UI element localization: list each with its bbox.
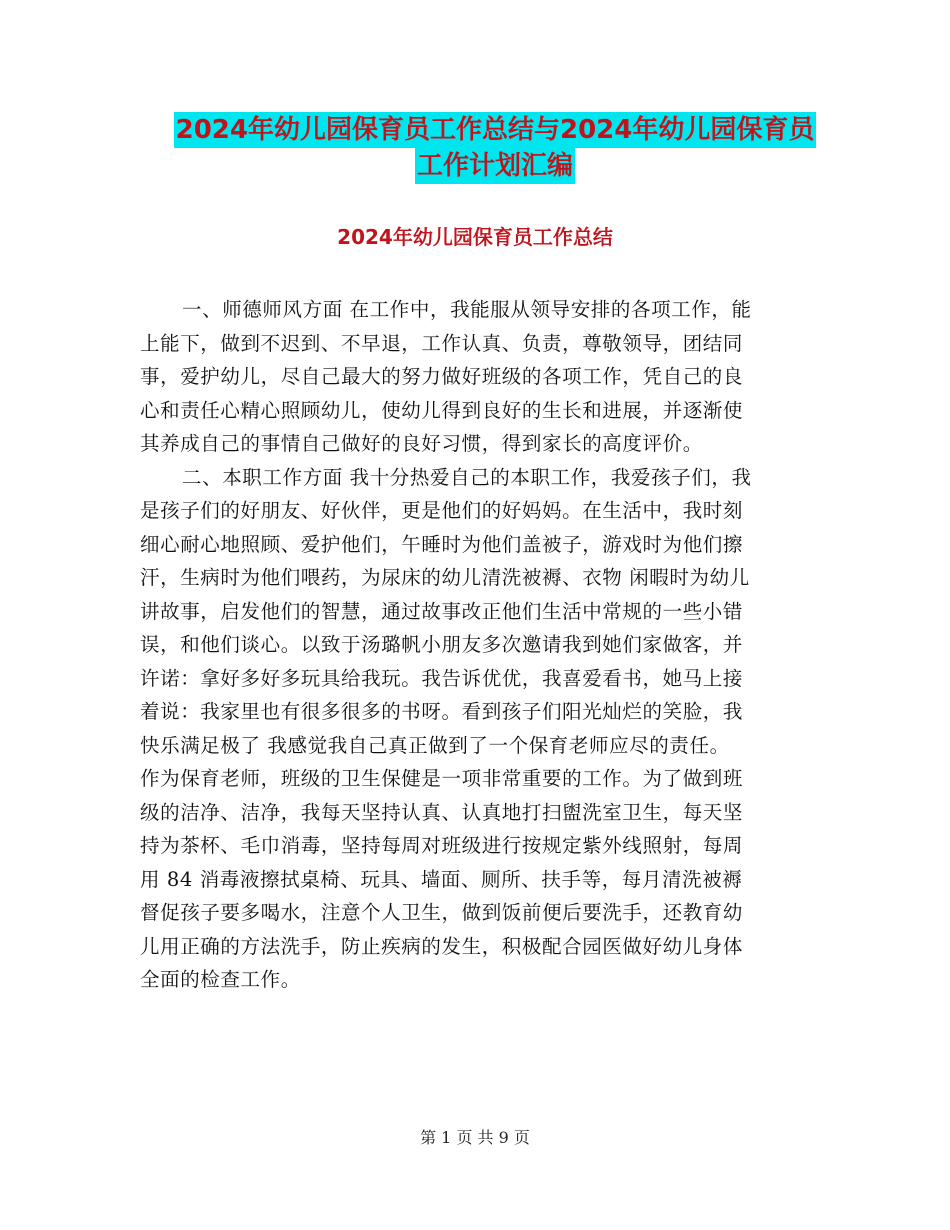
document-title — [120, 112, 870, 184]
text-line: 用 84 消毒液擦拭桌椅、玩具、墙面、厕所、扶手等，每月清洗被褥 — [140, 867, 743, 891]
text-line: 督促孩子要多喝水，注意个人卫生，做到饭前便后要洗手，还教育幼 — [140, 901, 744, 924]
text-line: 许诺：拿好多好多玩具给我玩。我告诉优优，我喜爱看书，她马上接 — [140, 666, 744, 690]
text-line: 儿用正确的方法洗手，防止疾病的发生，积极配合园医做好幼儿身体 — [140, 934, 744, 958]
text-line: 二、本职工作方面 我十分热爱自己的本职工作，我爱孩子们，我 — [182, 465, 752, 489]
text-line: 讲故事，启发他们的智慧，通过故事改正他们生活中常规的一些小错 — [140, 599, 744, 623]
text-line: 汗，生病时为他们喂药，为尿床的幼儿清洗被褥、衣物 闲暇时为幼儿 — [140, 566, 750, 589]
text-line: 细心耐心地照顾、爱护他们，午睡时为他们盖被子，游戏时为他们擦 — [140, 532, 744, 556]
text-line: 级的洁净、洁净，我每天坚持认真、认真地打扫盥洗室卫生，每天坚 — [140, 800, 744, 824]
text-line: 是孩子们的好朋友、好伙伴，更是他们的好妈妈。在生活中，我时刻 — [140, 499, 744, 522]
text-line: 心和责任心精心照顾幼儿，使幼儿得到良好的生长和进展，并逐渐使 — [140, 398, 744, 422]
text-line: 误，和他们谈心。以致于汤璐帆小朋友多次邀请我到她们家做客，并 — [140, 633, 744, 656]
text-line: 其养成自己的事情自己做好的良好习惯，得到家长的高度评价。 — [140, 432, 703, 455]
text-line: 作为保育老师，班级的卫生保健是一项非常重要的工作。为了做到班 — [140, 767, 744, 790]
text-line: 持为茶杯、毛巾消毒，坚持每周对班级进行按规定紫外线照射，每周 — [140, 834, 744, 857]
text-line: 上能下，做到不迟到、不早退，工作认真、负责，尊敬领导，团结同 — [140, 331, 744, 355]
text-line: 一、师德师风方面 在工作中，我能服从领导安排的各项工作，能 — [182, 298, 752, 321]
document-title-line-1: 2024年幼儿园保育员工作总结与2024年幼儿园保育员 — [120, 112, 870, 148]
page-footer: 第 1 页 共 9 页 — [420, 1128, 530, 1147]
section-heading: 2024年幼儿园保育员工作总结 — [337, 225, 613, 249]
text-line: 快乐满足极了 我感觉我自己真正做到了一个保育老师应尽的责任。 — [140, 733, 730, 757]
text-line: 着说：我家里也有很多很多的书呀。看到孩子们阳光灿烂的笑脸，我 — [140, 700, 744, 723]
text-line: 全面的检查工作。 — [140, 968, 301, 991]
text-line: 事，爱护幼儿，尽自己最大的努力做好班级的各项工作，凭自己的良 — [140, 365, 744, 388]
document-title-line-2: 工作计划汇编 — [120, 148, 870, 184]
body-text — [140, 293, 820, 997]
